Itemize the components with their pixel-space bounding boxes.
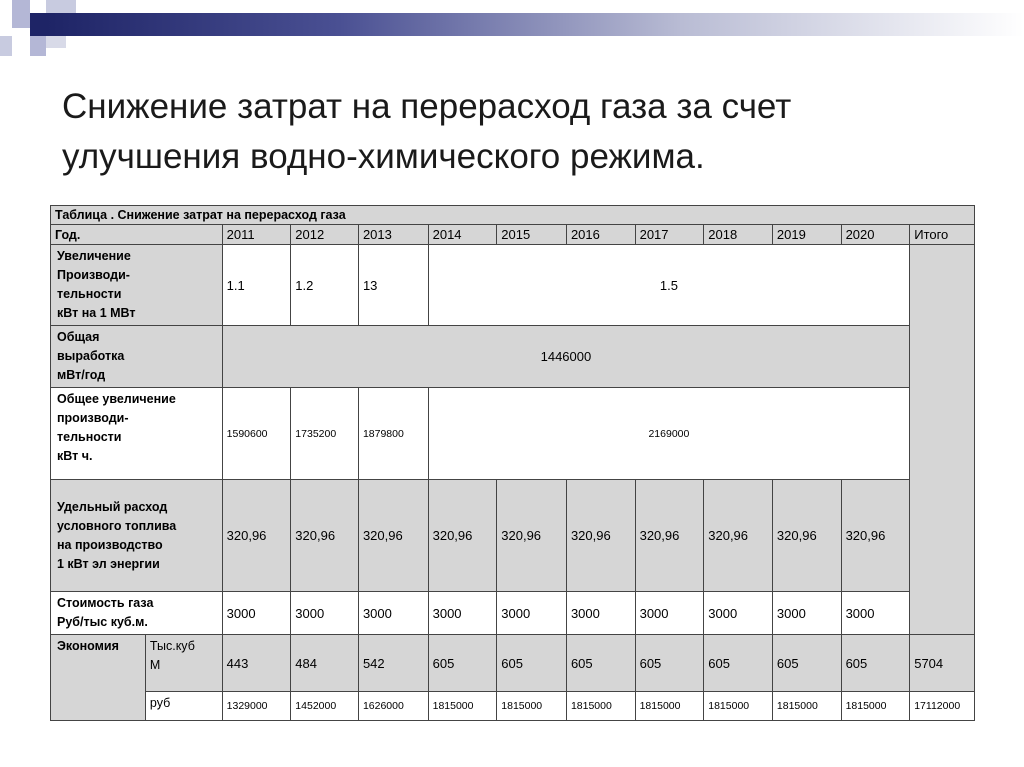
table-cell: 1815000 [635,692,704,721]
table-cell: 320,96 [222,480,291,592]
table-cell: 605 [704,635,773,692]
row-label-total-increase: Общее увеличение производи- тельности кВт ч. [51,388,223,480]
table-cell: 1626000 [358,692,428,721]
table-cell: 605 [841,635,910,692]
table-cell: 605 [497,635,567,692]
table-cell: 320,96 [358,480,428,592]
table-cell: 3000 [358,592,428,635]
table-cell: 3000 [635,592,704,635]
table-cell: 3000 [772,592,841,635]
cost-table [50,205,975,721]
row-label-fuel: Удельный расход условного топлива на производство 1 кВт эл энергии [51,480,223,592]
table-cell: 1329000 [222,692,291,721]
decor-square [46,36,66,48]
row-label-economy: Экономия [51,635,146,721]
table-cell: 320,96 [497,480,567,592]
total-column-empty [910,245,975,635]
table-cell: 320,96 [566,480,635,592]
table-cell: 320,96 [772,480,841,592]
table-cell: 542 [358,635,428,692]
unit-label-thousand-m3: Тыс.куб М [145,635,222,692]
table-cell: 605 [428,635,497,692]
table-cell: 320,96 [291,480,359,592]
table-cell: 1815000 [566,692,635,721]
year-label: Год. [51,225,223,245]
table-cell: 1815000 [497,692,567,721]
table-cell: 3000 [704,592,773,635]
table-cell: 1452000 [291,692,359,721]
table-cell-merged: 2169000 [428,388,910,480]
decor-square [0,36,12,56]
table-cell: 605 [772,635,841,692]
table-cell: 1.2 [291,245,359,326]
table-cell: 3000 [428,592,497,635]
table-cell: 1735200 [291,388,359,480]
year-header: 2016 [566,225,635,245]
decor-square [30,36,46,56]
table-cell: 605 [566,635,635,692]
decor-square [12,0,30,28]
year-header: 2017 [635,225,704,245]
year-header: 2012 [291,225,359,245]
decor-square [46,0,76,13]
row-label-capacity: Увеличение Производи- тельности кВт на 1 МВт [51,245,223,326]
table-cell: 3000 [841,592,910,635]
table-cell: 443 [222,635,291,692]
year-header: 2013 [358,225,428,245]
year-header: 2011 [222,225,291,245]
row-label-output: Общая выработка мВт/год [51,326,223,388]
year-header: 2020 [841,225,910,245]
table-cell: 1815000 [428,692,497,721]
table-cell: 320,96 [704,480,773,592]
table-cell-merged: 1.5 [428,245,910,326]
table-cell: 320,96 [428,480,497,592]
table-cell: 1879800 [358,388,428,480]
decor-square [30,0,46,13]
table-cell: 320,96 [841,480,910,592]
table-cell: 484 [291,635,359,692]
slide-title-line1: Снижение затрат на перерасход газа за счет [62,87,792,126]
table-caption: Таблица . Снижение затрат на перерасход газа [51,206,975,225]
header-gradient-bar [46,13,1024,36]
table-cell: 1815000 [772,692,841,721]
table-cell: 1815000 [704,692,773,721]
table-cell: 1.1 [222,245,291,326]
table-cell: 605 [635,635,704,692]
total-cell: 17112000 [910,692,975,721]
table-cell-merged: 1446000 [222,326,910,388]
unit-label-rub: руб [145,692,222,721]
total-header: Итого [910,225,975,245]
table-cell: 3000 [291,592,359,635]
year-header: 2014 [428,225,497,245]
slide-title-line2: улучшения водно-химического режима. [62,137,705,176]
decor-square [30,13,46,36]
table-cell: 3000 [497,592,567,635]
year-header: 2018 [704,225,773,245]
year-header: 2019 [772,225,841,245]
table-cell: 3000 [566,592,635,635]
total-cell: 5704 [910,635,975,692]
table-cell: 1815000 [841,692,910,721]
table-cell: 3000 [222,592,291,635]
table-cell: 13 [358,245,428,326]
year-header: 2015 [497,225,567,245]
table-cell: 1590600 [222,388,291,480]
row-label-gas-cost: Стоимость газа Руб/тыс куб.м. [51,592,223,635]
slide-title [62,82,791,182]
table-cell: 320,96 [635,480,704,592]
